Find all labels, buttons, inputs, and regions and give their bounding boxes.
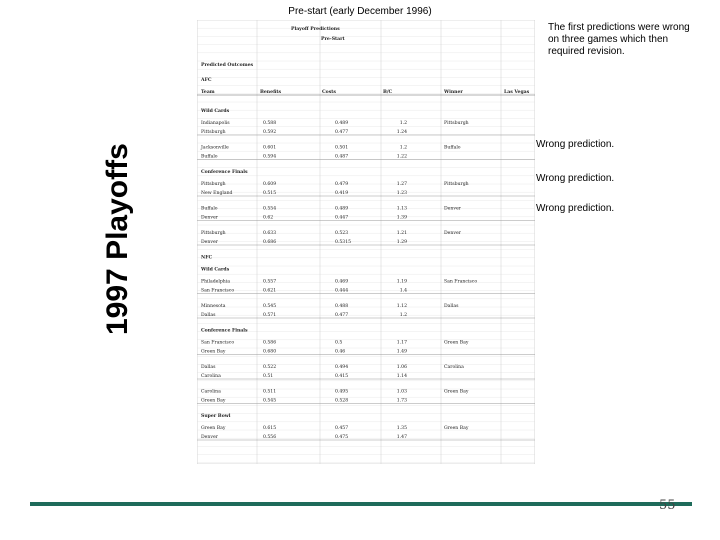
benefits-value: 0.586	[263, 340, 277, 346]
winner-name: Pittsburgh	[444, 121, 469, 126]
costs-value: 0.489	[335, 206, 349, 212]
team-name: Denver	[201, 239, 218, 245]
costs-value: 0.469	[335, 279, 349, 285]
team-name: Pittsburgh	[201, 129, 226, 135]
costs-value: 0.494	[335, 365, 349, 370]
bc-value: 1.4	[399, 288, 407, 294]
bc-value: 1.39	[396, 215, 407, 221]
costs-value: 0.487	[335, 154, 349, 160]
team-name: New England	[201, 190, 233, 196]
team-name: Denver	[201, 215, 218, 221]
benefits-value: 0.686	[263, 239, 277, 245]
costs-value: 0.477	[335, 312, 349, 318]
bc-value: 1.2	[399, 121, 407, 126]
benefits-value: 0.511	[263, 389, 277, 395]
round-label: Wild Cards	[201, 109, 230, 114]
team-name: San Francisco	[201, 340, 235, 346]
sheet-section-label: Predicted Outcomes	[201, 63, 254, 68]
revision-note: The first predictions were wrong on three games which then required revision.	[548, 22, 690, 57]
costs-value: 0.528	[335, 398, 349, 404]
costs-value: 0.489	[335, 121, 349, 126]
wrong-prediction-note-1: Wrong prediction.	[536, 139, 615, 150]
costs-value: 0.419	[335, 190, 349, 196]
team-name: Denver	[201, 434, 218, 440]
column-header-costs: Costs	[322, 90, 337, 95]
wrong-prediction-note-3: Wrong prediction.	[536, 203, 615, 214]
winner-name: Carolina	[444, 365, 464, 370]
team-name: Green Bay	[201, 349, 226, 355]
bc-value: 1.23	[396, 190, 407, 196]
bc-value: 1.24	[396, 129, 407, 135]
team-name: Dallas	[201, 312, 216, 318]
team-name: Philadelphia	[201, 279, 230, 285]
bc-value: 1.17	[396, 340, 407, 346]
benefits-value: 0.609	[263, 182, 277, 187]
benefits-value: 0.571	[263, 312, 277, 318]
footer-rule	[30, 502, 692, 506]
winner-name: Buffalo	[444, 145, 461, 151]
winner-name: Pittsburgh	[444, 182, 469, 187]
bc-value: 1.73	[396, 398, 407, 404]
bc-value: 1.35	[396, 426, 407, 431]
bc-value: 1.29	[396, 239, 407, 245]
bc-value: 1.27	[396, 182, 407, 187]
team-name: San Francisco	[201, 288, 235, 294]
winner-name: Green Bay	[444, 426, 469, 431]
team-name: Jacksonville	[201, 145, 229, 151]
benefits-value: 0.556	[263, 434, 277, 440]
winner-name: Denver	[444, 206, 461, 212]
costs-value: 0.5	[335, 340, 343, 346]
slide-caption: Pre-start (early December 1996)	[288, 6, 432, 17]
conference-label-nfc: NFC	[201, 255, 213, 261]
spreadsheet-image	[197, 20, 535, 464]
costs-value: 0.5315	[335, 239, 352, 245]
wrong-prediction-note-2: Wrong prediction.	[536, 173, 615, 184]
sheet-title: Playoff Predictions	[291, 27, 340, 32]
costs-value: 0.488	[335, 304, 349, 309]
benefits-value: 0.62	[263, 215, 274, 221]
winner-name: San Francisco	[444, 279, 478, 285]
slide-title: 1997 Playoffs	[101, 143, 134, 335]
winner-name: Denver	[444, 231, 461, 236]
benefits-value: 0.588	[263, 121, 277, 126]
bc-value: 1.14	[396, 373, 407, 379]
benefits-value: 0.545	[263, 304, 277, 309]
column-header-bc: B/C	[383, 90, 393, 95]
column-header-team: Team	[201, 90, 215, 95]
team-name: Buffalo	[201, 206, 218, 212]
benefits-value: 0.545	[263, 398, 277, 404]
benefits-value: 0.51	[263, 373, 274, 379]
column-header-winner: Winner	[444, 90, 463, 95]
benefits-value: 0.592	[263, 129, 277, 135]
team-name: Pittsburgh	[201, 231, 226, 236]
bc-value: 1.2	[399, 312, 407, 318]
benefits-value: 0.554	[263, 206, 277, 212]
benefits-value: 0.522	[263, 365, 277, 370]
winner-name: Dallas	[444, 304, 459, 309]
costs-value: 0.495	[335, 389, 349, 395]
benefits-value: 0.633	[263, 231, 277, 236]
bc-value: 1.49	[396, 349, 407, 355]
costs-value: 0.479	[335, 182, 349, 187]
winner-name: Green Bay	[444, 389, 469, 395]
round-label: Conference Finals	[201, 170, 248, 175]
column-header-lasvegas: Las Vegas	[504, 90, 530, 95]
benefits-value: 0.515	[263, 190, 277, 196]
conference-label-afc: AFC	[201, 78, 212, 83]
winner-name: Green Bay	[444, 340, 469, 346]
benefits-value: 0.621	[263, 288, 277, 294]
team-name: Green Bay	[201, 398, 226, 404]
benefits-value: 0.601	[263, 145, 277, 151]
team-name: Dallas	[201, 365, 216, 370]
costs-value: 0.523	[335, 231, 349, 236]
costs-value: 0.501	[335, 145, 349, 151]
costs-value: 0.46	[335, 349, 346, 355]
team-name: Buffalo	[201, 154, 218, 160]
benefits-value: 0.594	[263, 154, 277, 160]
costs-value: 0.447	[335, 215, 349, 221]
bc-value: 1.47	[396, 434, 407, 440]
team-name: Indianapolis	[201, 121, 230, 126]
benefits-value: 0.615	[263, 426, 277, 431]
benefits-value: 0.680	[263, 349, 277, 355]
round-label: Conference Finals	[201, 328, 248, 334]
bc-value: 1.06	[396, 365, 407, 370]
team-name: Pittsburgh	[201, 182, 226, 187]
benefits-value: 0.557	[263, 279, 277, 285]
team-name: Green Bay	[201, 426, 226, 431]
bc-value: 1.22	[396, 154, 407, 160]
bc-value: 1.12	[396, 304, 407, 309]
page-number: 55	[659, 498, 676, 513]
team-name: Carolina	[201, 373, 221, 379]
sheet-subtitle: Pre-Start	[321, 37, 345, 42]
team-name: Carolina	[201, 389, 221, 395]
bc-value: 1.03	[396, 389, 407, 395]
team-name: Minnesota	[201, 304, 226, 309]
column-header-benefits: Benefits	[260, 90, 282, 95]
bc-value: 1.13	[396, 206, 407, 212]
round-label: Wild Cards	[201, 267, 230, 273]
costs-value: 0.457	[335, 426, 349, 431]
bc-value: 1.21	[396, 231, 407, 236]
costs-value: 0.475	[335, 434, 349, 440]
bc-value: 1.2	[399, 145, 407, 151]
bc-value: 1.19	[396, 279, 407, 285]
costs-value: 0.477	[335, 129, 349, 135]
costs-value: 0.415	[335, 373, 349, 379]
costs-value: 0.444	[335, 288, 349, 294]
round-label: Super Bowl	[201, 414, 231, 419]
